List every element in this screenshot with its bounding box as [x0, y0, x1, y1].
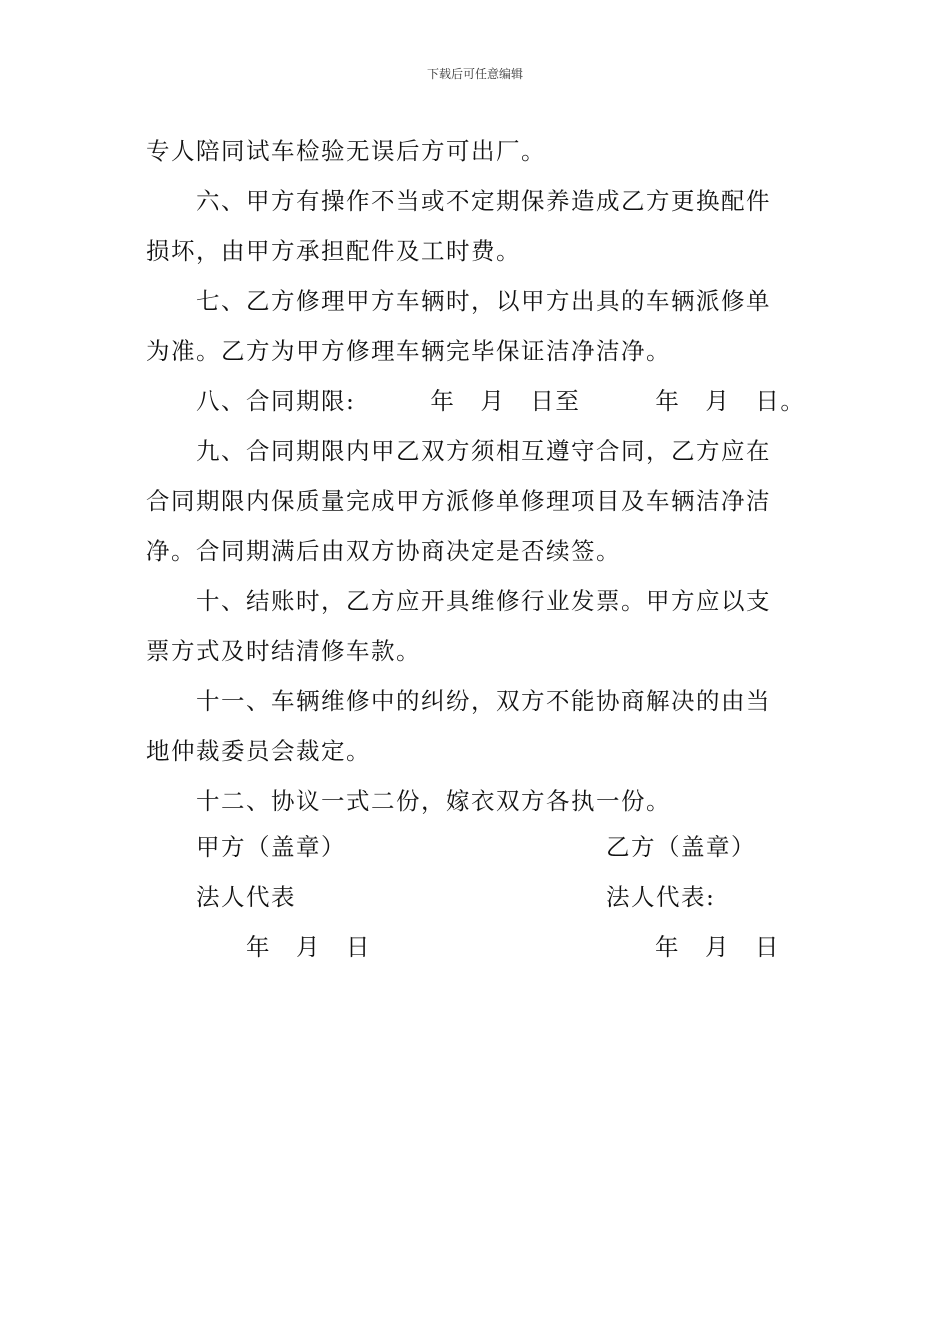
clause-10-line-1: 十、结账时，乙方应开具维修行业发票。甲方应以支 [196, 587, 771, 615]
party-b-seal: 乙方（盖章） [606, 833, 756, 861]
party-b-date: 年 月 日 [655, 933, 780, 961]
party-a-seal: 甲方（盖章） [196, 833, 346, 861]
party-a-representative: 法人代表 [196, 883, 296, 911]
clause-12-line-1: 十二、协议一式二份，嫁衣双方各执一份。 [196, 787, 671, 815]
clause-6-line-2: 损坏，由甲方承担配件及工时费。 [146, 237, 521, 265]
clause-11-line-1: 十一、车辆维修中的纠纷，双方不能协商解决的由当 [196, 687, 771, 715]
party-b-representative: 法人代表: [606, 883, 716, 911]
clause-8-line-1: 八、合同期限: 年 月 日至 年 月 日。 [196, 387, 806, 415]
clause-10-line-2: 票方式及时结清修车款。 [146, 637, 421, 665]
page-header: 下载后可任意编辑 [426, 67, 523, 81]
paragraph-line: 专人陪同试车检验无误后方可出厂。 [146, 137, 546, 165]
clause-9-line-2: 合同期限内保质量完成甲方派修单修理项目及车辆洁净洁 [146, 487, 771, 515]
clause-6-line-1: 六、甲方有操作不当或不定期保养造成乙方更换配件 [196, 187, 771, 215]
clause-7-line-1: 七、乙方修理甲方车辆时，以甲方出具的车辆派修单 [196, 287, 771, 315]
clause-9-line-3: 净。合同期满后由双方协商决定是否续签。 [146, 537, 621, 565]
clause-11-line-2: 地仲裁委员会裁定。 [146, 737, 371, 765]
contract-body [146, 126, 806, 826]
clause-7-line-2: 为准。乙方为甲方修理车辆完毕保证洁净洁净。 [146, 337, 671, 365]
clause-9-line-1: 九、合同期限内甲乙双方须相互遵守合同，乙方应在 [196, 437, 771, 465]
party-a-date: 年 月 日 [246, 933, 371, 961]
